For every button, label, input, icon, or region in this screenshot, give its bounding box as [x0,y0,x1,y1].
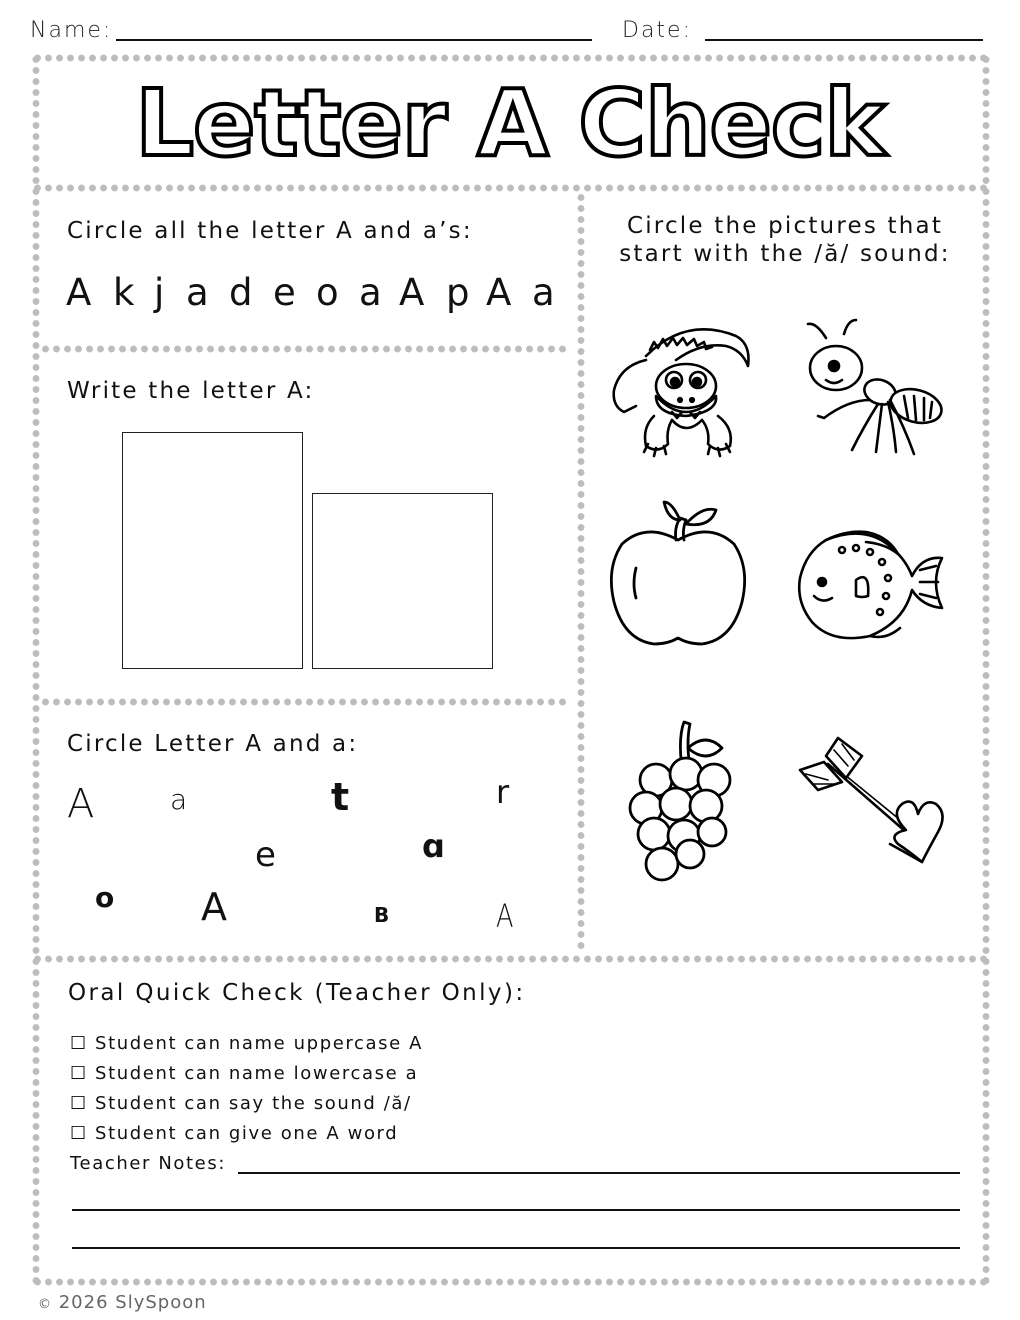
grapes-picture[interactable] [626,718,736,888]
write-box-uppercase[interactable] [122,432,303,669]
scatter-instruction: Circle Letter A and a: [67,731,359,757]
scatter-letter-a-1[interactable]: a [170,783,188,816]
scatter-letter-a-2[interactable]: ɑ [422,827,445,865]
date-line[interactable] [705,39,983,41]
teacher-notes-label: Teacher Notes: [70,1153,226,1174]
oral-item-1[interactable]: ☐ Student can name uppercase A [70,1033,424,1054]
scatter-letter-o[interactable]: o [95,881,115,914]
divider-left-2 [40,698,570,706]
letter-12[interactable]: a [532,271,555,314]
oral-item-2[interactable]: ☐ Student can name lowercase a [70,1063,419,1084]
scatter-letter-A-1[interactable]: A [67,781,95,827]
letter-2[interactable]: k [113,271,135,314]
write-box-lowercase[interactable] [312,493,493,669]
oral-item-4[interactable]: ☐ Student can give one A word [70,1123,399,1144]
circle-all-instruction: Circle all the letter A and a’s: [67,218,473,244]
scatter-letter-r[interactable]: r [496,773,510,811]
letter-5[interactable]: d [229,271,253,314]
scatter-letter-A-3[interactable]: A [496,897,514,935]
letter-10[interactable]: p [446,271,470,314]
scatter-letter-A-2[interactable]: A [201,885,227,929]
letter-4[interactable]: a [186,271,209,314]
letter-7[interactable]: o [316,271,339,314]
border-top [32,54,990,62]
oral-title: Oral Quick Check (Teacher Only): [68,980,526,1006]
oral-item-3[interactable]: ☐ Student can say the sound /ă/ [70,1093,412,1114]
border-bottom [32,1278,990,1286]
letter-11[interactable]: A [486,271,512,314]
copyright [38,1292,207,1313]
fish-picture[interactable] [796,526,946,646]
pictures-instruction [580,212,990,268]
ant-picture[interactable] [804,316,944,456]
name-line[interactable] [116,39,592,41]
letter-3[interactable]: j [154,271,165,314]
divider-left-1 [40,345,570,353]
write-instruction: Write the letter A: [67,378,315,404]
scatter-letter-B[interactable]: B [374,903,390,927]
notes-line-1[interactable] [238,1172,960,1174]
arrow-picture[interactable] [798,734,946,870]
scatter-letter-e[interactable]: e [255,835,276,875]
pictures-instruction-line2: start with the /ă/ sound: [619,241,951,267]
notes-line-2[interactable] [72,1209,960,1211]
divider-vertical [577,192,585,950]
divider-above-oral [32,955,990,963]
page-title: Letter A Check [135,70,885,177]
alligator-picture[interactable] [606,316,756,458]
apple-picture[interactable] [606,498,750,648]
date-label: Date: [622,18,692,43]
scatter-letter-t[interactable]: t [331,775,350,819]
copyright-symbol: © [38,1297,52,1312]
letter-6[interactable]: e [273,271,296,314]
copyright-text: 2026 SlySpoon [58,1292,207,1313]
letter-8[interactable]: a [359,271,382,314]
letter-1[interactable]: A [66,271,92,314]
pictures-instruction-line1: Circle the pictures that [626,213,944,239]
letter-9[interactable]: A [399,271,425,314]
name-label: Name: [30,18,113,43]
notes-line-3[interactable] [72,1247,960,1249]
divider-under-title [32,184,990,192]
border-left [32,54,40,1286]
